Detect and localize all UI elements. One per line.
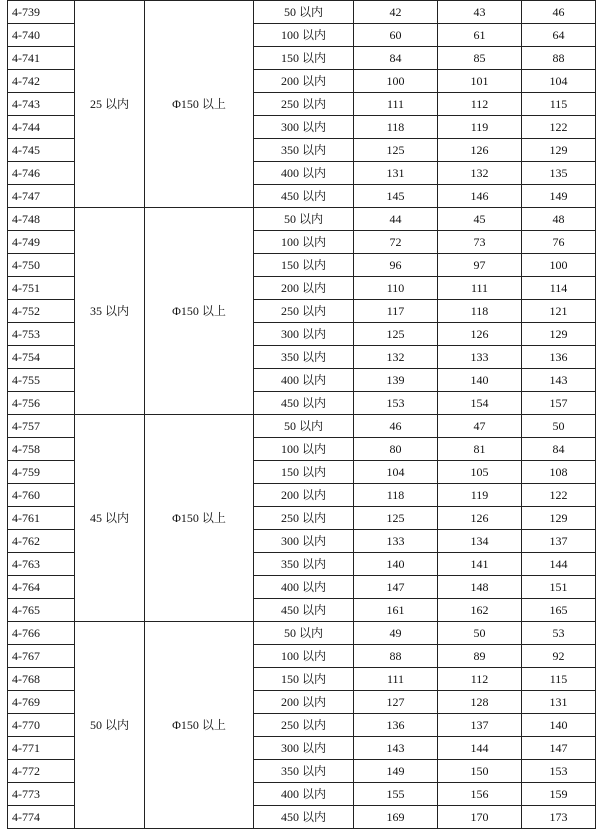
item-code-cell: 4-754 — [8, 346, 75, 369]
range-cell: 50 以内 — [254, 1, 354, 24]
range-cell: 250 以内 — [254, 714, 354, 737]
table-row — [8, 622, 596, 645]
range-cell: 300 以内 — [254, 116, 354, 139]
item-code-cell: 4-751 — [8, 277, 75, 300]
range-cell: 100 以内 — [254, 645, 354, 668]
value-cell-3: 114 — [522, 277, 596, 300]
value-cell-2: 144 — [438, 737, 522, 760]
item-code-cell: 4-752 — [8, 300, 75, 323]
value-cell-1: 111 — [354, 668, 438, 691]
value-cell-1: 49 — [354, 622, 438, 645]
item-code-cell: 4-760 — [8, 484, 75, 507]
value-cell-3: 50 — [522, 415, 596, 438]
value-cell-1: 44 — [354, 208, 438, 231]
value-cell-2: 128 — [438, 691, 522, 714]
value-cell-1: 155 — [354, 783, 438, 806]
value-cell-1: 117 — [354, 300, 438, 323]
value-cell-3: 48 — [522, 208, 596, 231]
value-cell-1: 96 — [354, 254, 438, 277]
range-cell: 450 以内 — [254, 185, 354, 208]
value-cell-1: 104 — [354, 461, 438, 484]
item-code-cell: 4-766 — [8, 622, 75, 645]
value-cell-2: 105 — [438, 461, 522, 484]
value-cell-2: 112 — [438, 668, 522, 691]
item-code-cell: 4-765 — [8, 599, 75, 622]
value-cell-2: 162 — [438, 599, 522, 622]
range-cell: 300 以内 — [254, 737, 354, 760]
value-cell-2: 126 — [438, 323, 522, 346]
value-cell-2: 141 — [438, 553, 522, 576]
value-cell-2: 97 — [438, 254, 522, 277]
item-code-cell: 4-743 — [8, 93, 75, 116]
value-cell-1: 149 — [354, 760, 438, 783]
value-cell-1: 42 — [354, 1, 438, 24]
value-cell-1: 140 — [354, 553, 438, 576]
value-cell-3: 129 — [522, 323, 596, 346]
range-cell: 250 以内 — [254, 507, 354, 530]
value-cell-2: 132 — [438, 162, 522, 185]
range-cell: 50 以内 — [254, 622, 354, 645]
item-code-cell: 4-769 — [8, 691, 75, 714]
value-cell-2: 150 — [438, 760, 522, 783]
value-cell-3: 159 — [522, 783, 596, 806]
value-cell-3: 115 — [522, 668, 596, 691]
value-cell-1: 110 — [354, 277, 438, 300]
value-cell-3: 84 — [522, 438, 596, 461]
value-cell-3: 100 — [522, 254, 596, 277]
value-cell-2: 50 — [438, 622, 522, 645]
range-cell: 400 以内 — [254, 576, 354, 599]
range-cell: 350 以内 — [254, 760, 354, 783]
value-cell-2: 43 — [438, 1, 522, 24]
range-cell: 150 以内 — [254, 668, 354, 691]
value-cell-2: 126 — [438, 139, 522, 162]
value-cell-3: 151 — [522, 576, 596, 599]
rate-table — [7, 0, 596, 829]
range-cell: 250 以内 — [254, 93, 354, 116]
item-code-cell: 4-741 — [8, 47, 75, 70]
value-cell-2: 140 — [438, 369, 522, 392]
range-cell: 450 以内 — [254, 806, 354, 829]
value-cell-3: 92 — [522, 645, 596, 668]
value-cell-1: 145 — [354, 185, 438, 208]
value-cell-1: 60 — [354, 24, 438, 47]
range-cell: 400 以内 — [254, 783, 354, 806]
value-cell-2: 170 — [438, 806, 522, 829]
item-code-cell: 4-750 — [8, 254, 75, 277]
value-cell-2: 45 — [438, 208, 522, 231]
depth-cell: 25 以内 — [75, 1, 145, 208]
value-cell-2: 81 — [438, 438, 522, 461]
range-cell: 150 以内 — [254, 47, 354, 70]
value-cell-3: 121 — [522, 300, 596, 323]
diameter-cell: Φ150 以上 — [145, 622, 254, 829]
range-cell: 150 以内 — [254, 254, 354, 277]
item-code-cell: 4-757 — [8, 415, 75, 438]
value-cell-2: 134 — [438, 530, 522, 553]
value-cell-3: 135 — [522, 162, 596, 185]
value-cell-3: 64 — [522, 24, 596, 47]
table-row — [8, 208, 596, 231]
value-cell-1: 125 — [354, 323, 438, 346]
value-cell-2: 148 — [438, 576, 522, 599]
value-cell-2: 73 — [438, 231, 522, 254]
value-cell-3: 157 — [522, 392, 596, 415]
item-code-cell: 4-746 — [8, 162, 75, 185]
value-cell-1: 131 — [354, 162, 438, 185]
value-cell-2: 119 — [438, 484, 522, 507]
range-cell: 450 以内 — [254, 392, 354, 415]
value-cell-1: 80 — [354, 438, 438, 461]
item-code-cell: 4-742 — [8, 70, 75, 93]
value-cell-2: 61 — [438, 24, 522, 47]
value-cell-1: 125 — [354, 139, 438, 162]
value-cell-1: 84 — [354, 47, 438, 70]
item-code-cell: 4-744 — [8, 116, 75, 139]
value-cell-2: 89 — [438, 645, 522, 668]
value-cell-3: 122 — [522, 484, 596, 507]
value-cell-3: 140 — [522, 714, 596, 737]
value-cell-3: 147 — [522, 737, 596, 760]
range-cell: 200 以内 — [254, 277, 354, 300]
item-code-cell: 4-774 — [8, 806, 75, 829]
value-cell-1: 125 — [354, 507, 438, 530]
item-code-cell: 4-771 — [8, 737, 75, 760]
value-cell-3: 46 — [522, 1, 596, 24]
rate-table-body — [8, 1, 596, 829]
value-cell-1: 143 — [354, 737, 438, 760]
value-cell-3: 149 — [522, 185, 596, 208]
value-cell-1: 88 — [354, 645, 438, 668]
value-cell-3: 88 — [522, 47, 596, 70]
table-row — [8, 1, 596, 24]
value-cell-2: 137 — [438, 714, 522, 737]
depth-cell: 45 以内 — [75, 415, 145, 622]
value-cell-2: 146 — [438, 185, 522, 208]
value-cell-2: 111 — [438, 277, 522, 300]
value-cell-1: 153 — [354, 392, 438, 415]
value-cell-2: 118 — [438, 300, 522, 323]
value-cell-2: 47 — [438, 415, 522, 438]
item-code-cell: 4-768 — [8, 668, 75, 691]
item-code-cell: 4-759 — [8, 461, 75, 484]
item-code-cell: 4-753 — [8, 323, 75, 346]
value-cell-2: 85 — [438, 47, 522, 70]
value-cell-3: 122 — [522, 116, 596, 139]
value-cell-3: 104 — [522, 70, 596, 93]
item-code-cell: 4-748 — [8, 208, 75, 231]
value-cell-1: 147 — [354, 576, 438, 599]
value-cell-1: 46 — [354, 415, 438, 438]
range-cell: 400 以内 — [254, 369, 354, 392]
item-code-cell: 4-747 — [8, 185, 75, 208]
value-cell-3: 53 — [522, 622, 596, 645]
range-cell: 350 以内 — [254, 139, 354, 162]
item-code-cell: 4-758 — [8, 438, 75, 461]
range-cell: 150 以内 — [254, 461, 354, 484]
value-cell-3: 144 — [522, 553, 596, 576]
range-cell: 300 以内 — [254, 530, 354, 553]
value-cell-3: 129 — [522, 139, 596, 162]
value-cell-2: 112 — [438, 93, 522, 116]
value-cell-1: 111 — [354, 93, 438, 116]
item-code-cell: 4-762 — [8, 530, 75, 553]
range-cell: 100 以内 — [254, 24, 354, 47]
item-code-cell: 4-770 — [8, 714, 75, 737]
value-cell-2: 154 — [438, 392, 522, 415]
value-cell-1: 133 — [354, 530, 438, 553]
value-cell-3: 173 — [522, 806, 596, 829]
value-cell-1: 118 — [354, 484, 438, 507]
value-cell-3: 115 — [522, 93, 596, 116]
item-code-cell: 4-739 — [8, 1, 75, 24]
item-code-cell: 4-740 — [8, 24, 75, 47]
range-cell: 100 以内 — [254, 231, 354, 254]
item-code-cell: 4-763 — [8, 553, 75, 576]
value-cell-3: 165 — [522, 599, 596, 622]
value-cell-2: 101 — [438, 70, 522, 93]
item-code-cell: 4-761 — [8, 507, 75, 530]
value-cell-1: 118 — [354, 116, 438, 139]
depth-cell: 50 以内 — [75, 622, 145, 829]
value-cell-3: 137 — [522, 530, 596, 553]
value-cell-3: 129 — [522, 507, 596, 530]
range-cell: 200 以内 — [254, 484, 354, 507]
value-cell-3: 108 — [522, 461, 596, 484]
value-cell-3: 143 — [522, 369, 596, 392]
table-row — [8, 415, 596, 438]
item-code-cell: 4-745 — [8, 139, 75, 162]
value-cell-1: 72 — [354, 231, 438, 254]
range-cell: 200 以内 — [254, 691, 354, 714]
value-cell-3: 153 — [522, 760, 596, 783]
item-code-cell: 4-764 — [8, 576, 75, 599]
value-cell-1: 139 — [354, 369, 438, 392]
range-cell: 450 以内 — [254, 599, 354, 622]
item-code-cell: 4-756 — [8, 392, 75, 415]
value-cell-2: 126 — [438, 507, 522, 530]
range-cell: 300 以内 — [254, 323, 354, 346]
range-cell: 50 以内 — [254, 208, 354, 231]
value-cell-1: 136 — [354, 714, 438, 737]
value-cell-3: 76 — [522, 231, 596, 254]
range-cell: 50 以内 — [254, 415, 354, 438]
item-code-cell: 4-749 — [8, 231, 75, 254]
range-cell: 350 以内 — [254, 553, 354, 576]
range-cell: 250 以内 — [254, 300, 354, 323]
item-code-cell: 4-755 — [8, 369, 75, 392]
value-cell-1: 132 — [354, 346, 438, 369]
value-cell-1: 161 — [354, 599, 438, 622]
item-code-cell: 4-772 — [8, 760, 75, 783]
item-code-cell: 4-773 — [8, 783, 75, 806]
value-cell-1: 169 — [354, 806, 438, 829]
diameter-cell: Φ150 以上 — [145, 415, 254, 622]
value-cell-2: 133 — [438, 346, 522, 369]
value-cell-1: 127 — [354, 691, 438, 714]
range-cell: 100 以内 — [254, 438, 354, 461]
document-page — [7, 0, 596, 829]
diameter-cell: Φ150 以上 — [145, 1, 254, 208]
value-cell-3: 136 — [522, 346, 596, 369]
value-cell-3: 131 — [522, 691, 596, 714]
value-cell-2: 156 — [438, 783, 522, 806]
item-code-cell: 4-767 — [8, 645, 75, 668]
range-cell: 400 以内 — [254, 162, 354, 185]
range-cell: 350 以内 — [254, 346, 354, 369]
diameter-cell: Φ150 以上 — [145, 208, 254, 415]
value-cell-1: 100 — [354, 70, 438, 93]
range-cell: 200 以内 — [254, 70, 354, 93]
value-cell-2: 119 — [438, 116, 522, 139]
depth-cell: 35 以内 — [75, 208, 145, 415]
